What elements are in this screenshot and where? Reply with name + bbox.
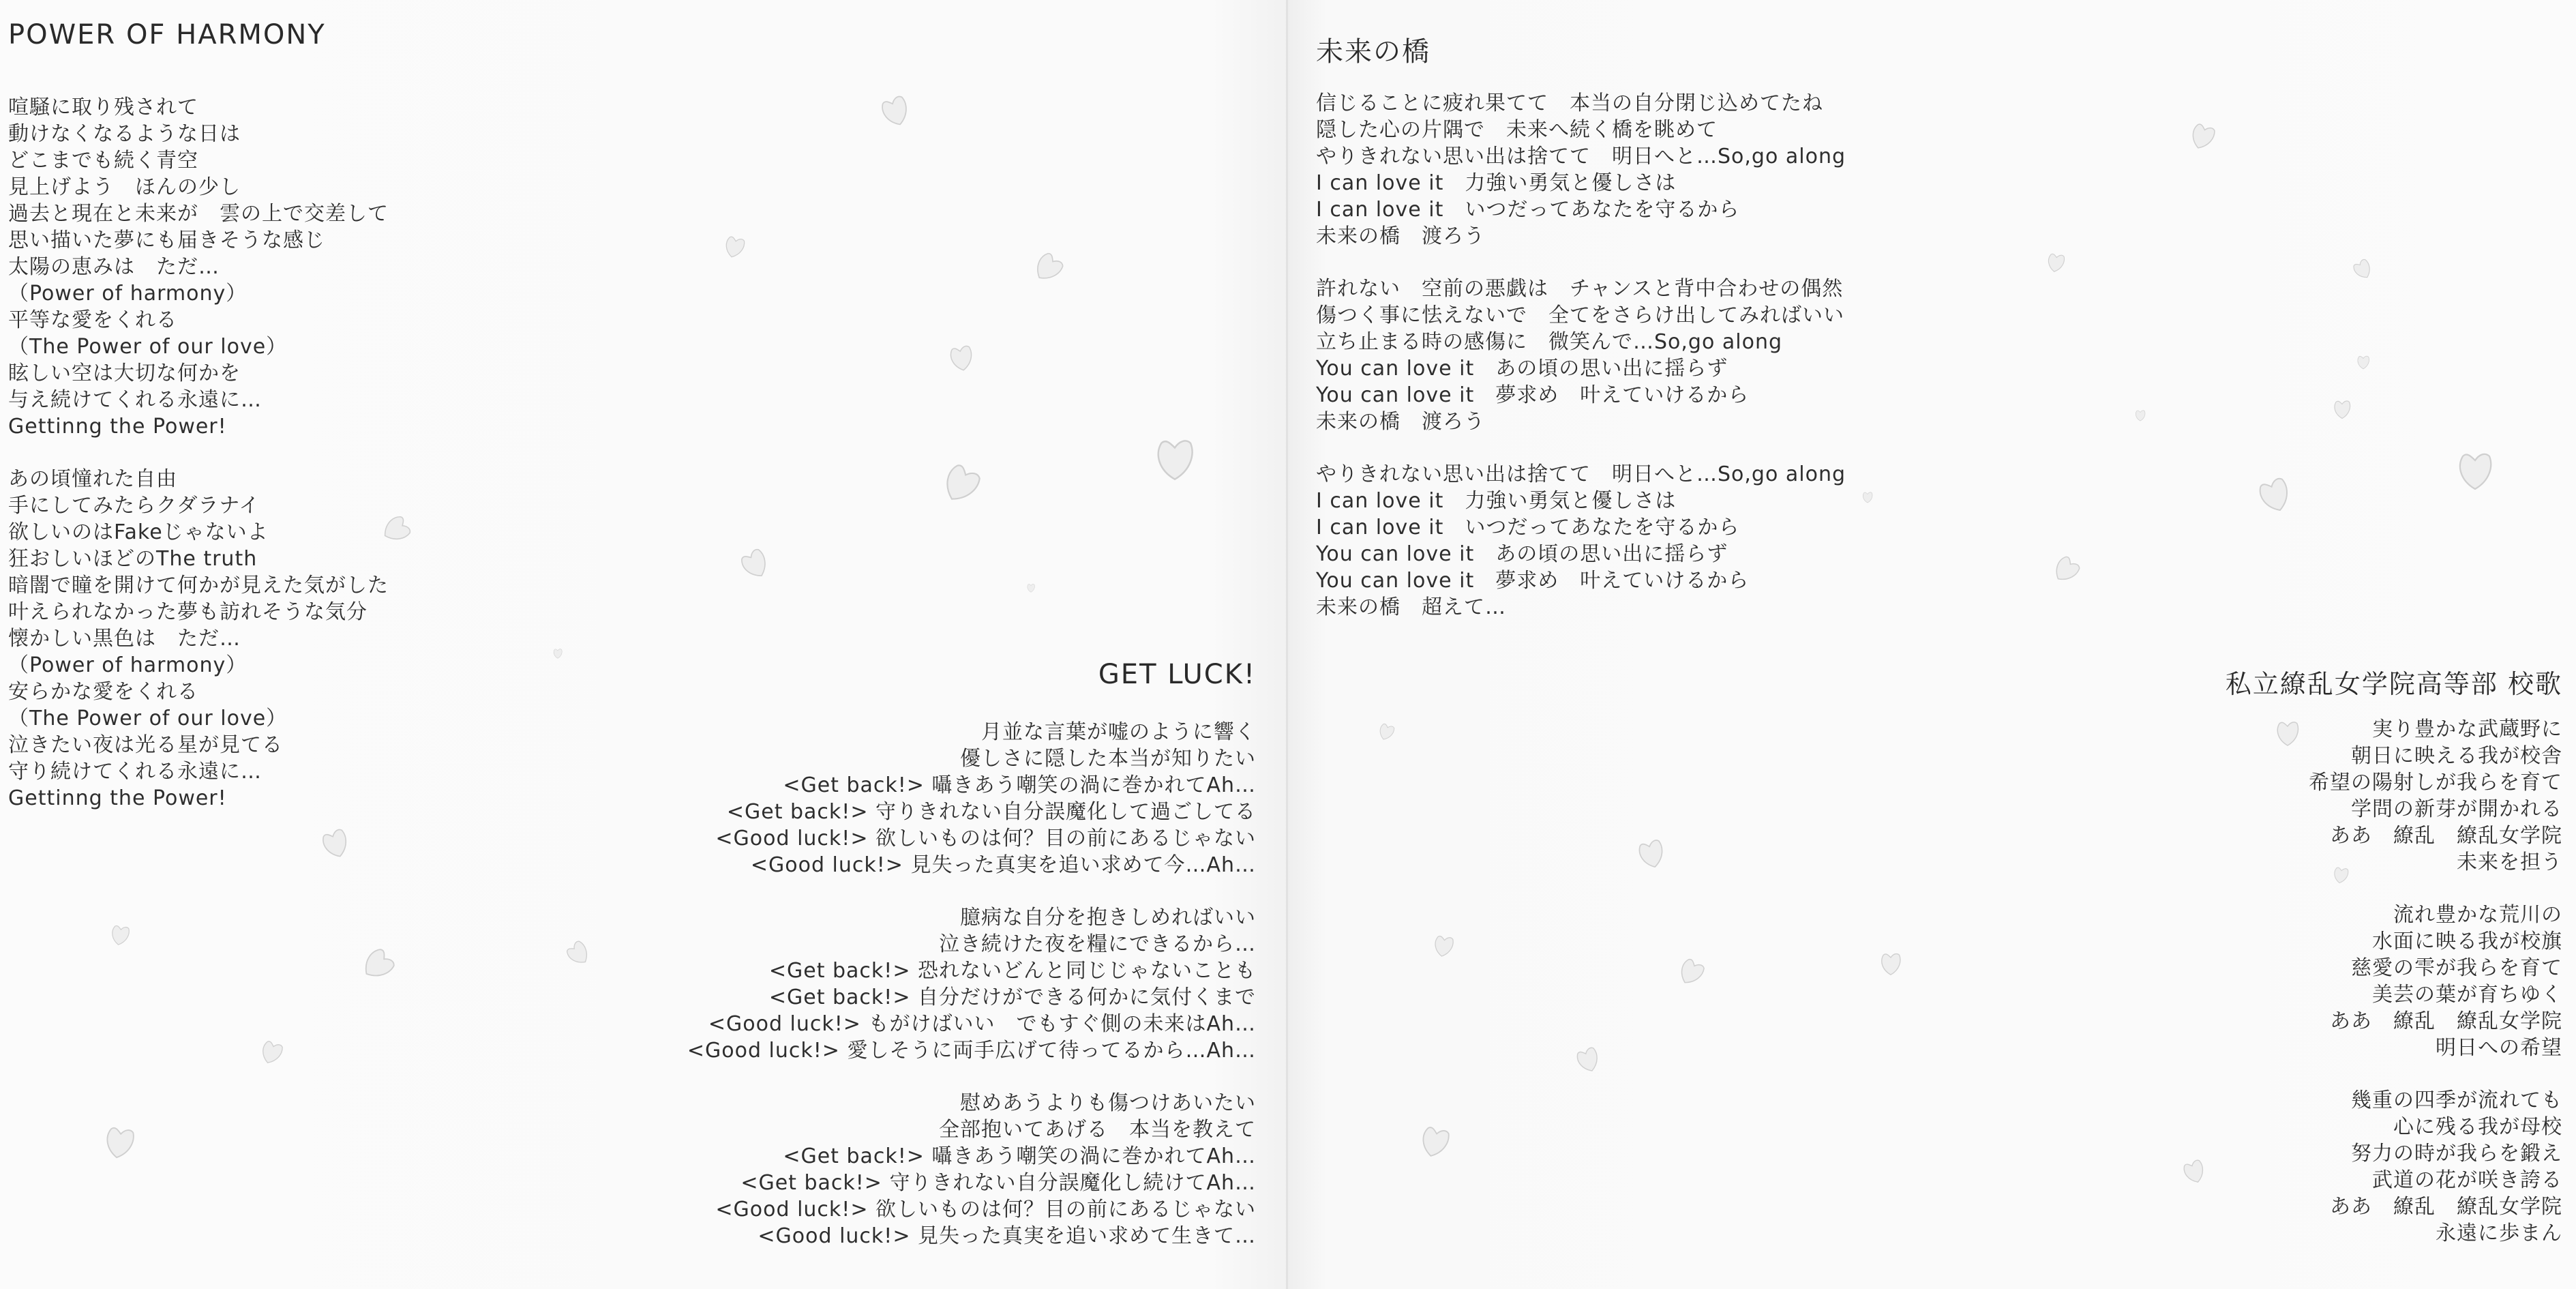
lyric-line: 泣き続けた夜を糧にできるから… — [939, 932, 1256, 956]
cherry-petal-icon — [552, 648, 563, 659]
lyric-line: 暗闇で瞳を開けて何かが見えた気がした — [8, 574, 389, 597]
lyric-line: やりきれない思い出は捨てて 明日へと…So,go along — [1316, 462, 1846, 486]
lyric-block-mirai-no-hashi — [1316, 30, 1971, 621]
lyric-line: （The Power of our love） — [8, 707, 288, 730]
lyric-line: 学問の新芽が開かれる — [2351, 797, 2562, 821]
lyric-line: 動けなくなるような日は — [8, 122, 241, 146]
song-title: 私立繚乱女学院高等部 校歌 — [2225, 669, 2562, 699]
lyric-line: ああ 繚乱 繚乱女学院 — [2330, 824, 2562, 848]
lyric-line: 許れない 空前の悪戯は チャンスと背中合わせの偶然 — [1316, 277, 1844, 301]
lyric-line: やりきれない思い出は捨てて 明日へと…So,go along — [1316, 145, 1846, 168]
lyric-line: <Get back!> 守りきれない自分誤魔化し続けてAh… — [740, 1171, 1256, 1195]
cherry-petal-icon — [946, 342, 977, 374]
lyric-line: 信じることに疲れ果てて 本当の自分閉じ込めてたね — [1316, 91, 1823, 115]
lyric-line: 太陽の恵みは ただ… — [8, 255, 220, 279]
lyric-line: 臆病な自分を抱きしめればいい — [960, 906, 1256, 930]
cherry-petal-icon — [1878, 951, 1903, 976]
lyric-line: 永遠に歩まん — [2436, 1221, 2562, 1245]
lyric-line: <Good luck!> 見失った真実を追い求めて今…Ah… — [750, 853, 1256, 877]
lyric-line: <Get back!> 自分だけができる何かに気付くまで — [768, 986, 1256, 1009]
lyric-line: 守り続けてくれる永遠に… — [8, 760, 262, 784]
cherry-petal-icon — [2044, 251, 2068, 275]
verse-gap — [573, 878, 1256, 904]
lyric-line: 立ち止まる時の感傷に 微笑んで…So,go along — [1316, 330, 1782, 354]
lyric-line: I can love it 力強い勇気と優しさは — [1316, 171, 1677, 195]
lyric-line: 慈愛の雫が我らを育て — [2351, 956, 2562, 980]
lyric-line: 叶えられなかった夢も訪れそうな気分 — [8, 600, 368, 624]
lyric-line: 希望の陽射しが我らを育て — [2309, 771, 2562, 795]
lyric-line: I can love it 力強い勇気と優しさは — [1316, 489, 1677, 513]
lyric-line: あの頃憧れた自由 — [8, 467, 177, 491]
lyric-line: 思い描いた夢にも届きそうな感じ — [8, 228, 325, 252]
lyric-line: <Good luck!> 愛しそうに両手広げて待ってるから…Ah… — [687, 1039, 1256, 1063]
lyric-line: 喧騒に取り残されて — [8, 95, 198, 119]
lyric-line: 明日への希望 — [2436, 1036, 2562, 1060]
lyric-line: 全部抱いてあげる 本当を教えて — [939, 1118, 1256, 1142]
lyric-line: 美芸の葉が育ちゆく — [2372, 983, 2562, 1007]
verse-gap — [1316, 250, 1971, 276]
lyric-line: I can love it いつだってあなたを守るから — [1316, 198, 1740, 222]
lyric-line: 泣きたい夜は光る星が見てる — [8, 733, 283, 757]
lyric-line: <Good luck!> 欲しいものは何？目の前にあるじゃない — [715, 827, 1256, 850]
lyric-line: 月並な言葉が嘘のように響く — [981, 720, 1256, 744]
lyric-line: <Good luck!> 欲しいものは何？目の前にあるじゃない — [715, 1198, 1256, 1221]
lyric-line: 隠した心の片隅で 未来へ続く橋を眺めて — [1316, 118, 1718, 142]
lyric-line: 安らかな愛をくれる — [8, 680, 198, 704]
lyric-lines — [8, 94, 526, 812]
lyric-line: Gettinng the Power! — [8, 415, 227, 439]
cherry-petal-icon — [1861, 491, 1874, 503]
lyric-line: 未来を担う — [2457, 850, 2562, 874]
lyric-line: ああ 繚乱 繚乱女学院 — [2330, 1009, 2562, 1033]
lyric-line: <Get back!> 囁きあう嘲笑の渦に巻かれてAh… — [783, 773, 1256, 797]
lyric-line: <Get back!> 恐れないどんと同じじゃないことも — [768, 959, 1256, 983]
lyric-line: 優しさに隠した本当が知りたい — [960, 747, 1256, 771]
lyric-lines — [1316, 90, 1971, 621]
lyric-line: You can love it 夢求め 叶えていけるから — [1316, 383, 1750, 407]
verse-gap — [2073, 1061, 2562, 1087]
lyric-line: Gettinng the Power! — [8, 786, 227, 810]
lyric-line: 見上げよう ほんの少し — [8, 175, 241, 199]
cherry-petal-icon — [2356, 355, 2371, 370]
lyric-block-power-of-harmony — [8, 19, 526, 812]
lyric-line: 朝日に映える我が校舎 — [2351, 744, 2562, 768]
lyric-line: 幾重の四季が流れても — [2351, 1088, 2562, 1112]
lyric-line: <Good luck!> 見失った真実を追い求めて生きて… — [758, 1224, 1256, 1248]
lyric-line: 水面に映る我が校旗 — [2372, 930, 2562, 953]
song-title: 未来の橋 — [1316, 36, 1431, 68]
cherry-petal-icon — [2134, 409, 2146, 421]
cherry-petal-icon — [2455, 450, 2496, 491]
lyric-lines — [2073, 716, 2562, 1247]
lyric-line: I can love it いつだってあなたを守るから — [1316, 516, 1740, 539]
lyric-line: 欲しいのはFakeじゃないよ — [8, 520, 269, 544]
lyric-line: ああ 繚乱 繚乱女学院 — [2330, 1195, 2562, 1219]
lyric-line: 未来の橋 渡ろう — [1316, 410, 1485, 434]
lyric-line: 流れ豊かな荒川の — [2393, 903, 2562, 927]
lyric-line: You can love it あの頃の思い出に揺らず — [1316, 542, 1728, 566]
lyric-line: 武道の花が咲き誇る — [2372, 1168, 2562, 1192]
lyric-block-get-luck — [573, 659, 1256, 1249]
verse-gap — [2073, 876, 2562, 902]
verse-gap — [1316, 435, 1971, 461]
verse-gap — [573, 1064, 1256, 1090]
cherry-petal-icon — [1430, 932, 1456, 959]
cherry-petal-icon — [2332, 399, 2352, 419]
song-title: GET LUCK! — [1098, 659, 1256, 690]
right-page — [1288, 0, 2576, 1289]
cherry-petal-icon — [1026, 583, 1036, 593]
lyric-line: （Power of harmony） — [8, 282, 248, 306]
lyric-line: 慰めあうよりも傷つけあいたい — [960, 1091, 1256, 1115]
song-title: POWER OF HARMONY — [8, 19, 326, 50]
cherry-petal-icon — [2331, 865, 2351, 885]
lyric-block-school-song — [2073, 663, 2562, 1247]
lyric-line: 過去と現在と未来が 雲の上で交差して — [8, 202, 389, 226]
lyric-line: 狂おしいほどのThe truth — [8, 547, 258, 571]
cherry-petal-icon — [1152, 436, 1197, 481]
cherry-petal-icon — [2274, 720, 2301, 747]
lyric-line: 平等な愛をくれる — [8, 308, 177, 332]
lyric-line: 未来の橋 超えて… — [1316, 595, 1506, 619]
lyric-line: <Good luck!> もがけばいい でもすぐ側の未来はAh… — [708, 1012, 1256, 1036]
lyric-line: （The Power of our love） — [8, 335, 288, 359]
lyric-line: 眩しい空は大切な何かを — [8, 361, 241, 385]
lyric-line: <Get back!> 囁きあう嘲笑の渦に巻かれてAh… — [783, 1144, 1256, 1168]
verse-gap — [8, 440, 526, 466]
lyric-line: 心に残る我が母校 — [2393, 1115, 2562, 1139]
lyric-line: You can love it 夢求め 叶えていけるから — [1316, 569, 1750, 593]
cherry-petal-icon — [100, 1123, 139, 1162]
lyric-line: 懐かしい黒色は ただ… — [8, 627, 241, 651]
lyric-line: 傷つく事に怯えないで 全てをさらけ出してみればいい — [1316, 303, 1844, 327]
lyric-line: 実り豊かな武蔵野に — [2372, 717, 2562, 741]
lyric-line: <Get back!> 守りきれない自分誤魔化して過ごしてる — [726, 800, 1256, 824]
cherry-petal-icon — [107, 922, 132, 947]
lyric-line: 未来の橋 渡ろう — [1316, 224, 1485, 248]
lyric-line: （Power of harmony） — [8, 653, 248, 677]
lyric-line: 努力の時が我らを鍛え — [2351, 1142, 2562, 1166]
lyric-line: 与え続けてくれる永遠に… — [8, 388, 262, 412]
lyric-line: どこまでも続く青空 — [8, 149, 198, 173]
lyric-lines — [573, 719, 1256, 1249]
lyric-line: 手にしてみたらクダラナイ — [8, 494, 260, 518]
lyric-line: You can love it あの頃の思い出に揺らず — [1316, 357, 1728, 381]
